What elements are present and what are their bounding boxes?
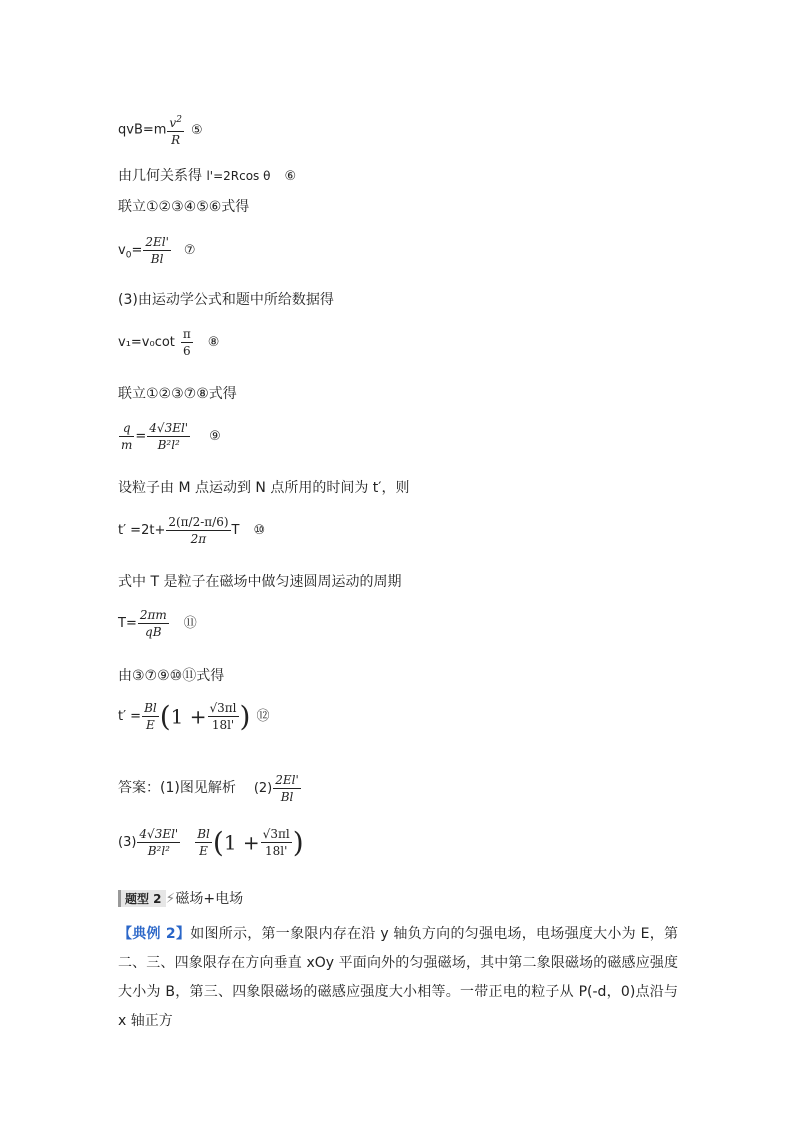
eq7-lhs-v: v bbox=[118, 243, 126, 258]
eq6-marker: ⑥ bbox=[284, 169, 297, 184]
eq9-lhs-num: q bbox=[119, 420, 134, 437]
eq12-inner-num: √3πl bbox=[209, 701, 237, 715]
eq5-den: R bbox=[171, 133, 181, 147]
eq7-fraction bbox=[143, 234, 171, 267]
period-def-text: 式中 T 是粒子在磁场中做匀速圆周运动的周期 bbox=[118, 574, 402, 590]
combine-text-1: 联立①②③④⑤⑥式得 bbox=[118, 199, 250, 215]
answer-3b-rparen: ) bbox=[292, 826, 304, 859]
eq5-num-sup: 2 bbox=[176, 115, 182, 125]
eq5-num: v bbox=[169, 116, 177, 130]
example-label: 【典例 2】 bbox=[118, 926, 191, 942]
eq7-num: 2El' bbox=[145, 235, 169, 249]
section-tag: 题型 2 bbox=[118, 890, 166, 907]
eq8-marker: ⑧ bbox=[207, 335, 220, 350]
eq9-lhs-den: m bbox=[121, 438, 133, 452]
answer-3b-one: 1 + bbox=[223, 830, 260, 855]
combine-line-1 bbox=[118, 196, 249, 216]
combine-line-2 bbox=[118, 383, 237, 403]
eq12-inner-fraction bbox=[208, 700, 239, 733]
eq11-den: qB bbox=[145, 625, 162, 639]
section-header bbox=[118, 888, 243, 908]
eq12-den: E bbox=[146, 718, 155, 732]
equation-7 bbox=[118, 234, 196, 267]
time-setup-text: 设粒子由 M 点运动到 N 点所用的时间为 t′，则 bbox=[118, 480, 410, 496]
equation-10 bbox=[118, 514, 265, 547]
eq12-rparen: ) bbox=[239, 700, 251, 733]
answer-2-num: 2El' bbox=[275, 773, 299, 787]
lightning-icon: ⚡ bbox=[165, 891, 176, 907]
eq8-lhs: v₁=v₀cot bbox=[118, 335, 175, 350]
answer-3b-inner-den: 18l' bbox=[264, 844, 288, 858]
answer-2-fraction bbox=[273, 772, 301, 805]
eq11-marker: ⑪ bbox=[183, 616, 197, 631]
answer-line-2 bbox=[118, 826, 304, 859]
answer-3-label: (3) bbox=[118, 835, 137, 850]
answer-2-label: (2) bbox=[253, 781, 273, 796]
answer-3b-fraction bbox=[195, 826, 212, 859]
eq8-fraction bbox=[181, 326, 193, 359]
eq12-inner-den: 18l' bbox=[211, 718, 235, 732]
eq8-den: 6 bbox=[183, 344, 191, 358]
time-setup-line bbox=[118, 477, 409, 497]
eq5-marker: ⑤ bbox=[190, 122, 203, 138]
eq12-lparen: ( bbox=[159, 700, 171, 733]
eq12-marker: ⑫ bbox=[256, 709, 270, 724]
equation-11 bbox=[118, 607, 197, 640]
eq5-fraction bbox=[167, 112, 184, 148]
eq11-fraction bbox=[138, 607, 169, 640]
eq9-den: B²l² bbox=[157, 438, 180, 452]
equation-12 bbox=[118, 700, 269, 733]
eq12-fraction bbox=[142, 700, 159, 733]
answer-3b-den: E bbox=[199, 844, 208, 858]
eq10-den: 2π bbox=[190, 532, 207, 546]
answer-3-num: 4√3El' bbox=[139, 827, 179, 841]
equation-8 bbox=[118, 326, 219, 359]
eq7-den: Bl bbox=[150, 252, 164, 266]
equation-5 bbox=[118, 112, 203, 148]
answer-3-fraction bbox=[137, 826, 180, 859]
eq12-one: 1 + bbox=[170, 704, 207, 729]
geometry-line bbox=[118, 165, 296, 185]
combine-text-2: 联立①②③⑦⑧式得 bbox=[118, 386, 237, 402]
answer-text: 答案：(1)图见解析 bbox=[118, 780, 236, 796]
answer-line-1 bbox=[118, 772, 302, 805]
eq9-marker: ⑨ bbox=[209, 429, 221, 444]
kinematics-text: (3)由运动学公式和题中所给数据得 bbox=[118, 292, 334, 308]
combine-text-3: 由③⑦⑨⑩⑪式得 bbox=[118, 668, 225, 684]
eq7-equals: = bbox=[131, 243, 143, 258]
eq5-lhs: qvB=m bbox=[118, 122, 167, 138]
eq9-equals: = bbox=[135, 429, 147, 444]
eq10-T: T bbox=[231, 523, 240, 538]
eq10-num: 2(π/2-π/6) bbox=[168, 515, 229, 529]
eq9-num: 4√3El' bbox=[149, 421, 189, 435]
combine-line-3 bbox=[118, 665, 224, 685]
example-text: 如图所示，第一象限内存在沿 y 轴负方向的匀强电场，电场强度大小为 E，第二、三、四象限存在方向垂直 xOy 平面向外的匀强磁场，其中第二象限磁场的磁感应强度大小为 B，第三、四象限磁场的磁感应强度大小相等。一带正电的粒子从 P(-d，0)点沿与 x 轴正方 bbox=[118, 926, 678, 1029]
eq7-lhs-sub: 0 bbox=[125, 250, 132, 261]
kinematics-line bbox=[118, 289, 334, 309]
equation-9 bbox=[118, 420, 221, 453]
eq11-num: 2πm bbox=[139, 608, 167, 622]
eq12-num: Bl bbox=[144, 701, 157, 715]
geometry-eq: l'=2Rcos θ bbox=[206, 169, 271, 183]
example-paragraph bbox=[118, 920, 678, 1036]
geometry-text: 由几何关系得 bbox=[118, 168, 207, 184]
answer-3b-inner-fraction bbox=[261, 826, 292, 859]
eq9-fraction bbox=[147, 420, 190, 453]
eq10-lhs: t′ =2t+ bbox=[118, 523, 166, 538]
period-def-line bbox=[118, 571, 401, 591]
answer-3-den: B²l² bbox=[147, 844, 170, 858]
eq10-fraction bbox=[166, 514, 230, 547]
eq12-lhs: t′ = bbox=[118, 709, 142, 724]
eq8-num: π bbox=[182, 327, 191, 341]
answer-3b-num: Bl bbox=[197, 827, 210, 841]
eq7-marker: ⑦ bbox=[183, 243, 196, 258]
eq11-lhs: T= bbox=[118, 616, 137, 631]
eq9-lhs-fraction bbox=[119, 420, 134, 453]
answer-3b-lparen: ( bbox=[212, 826, 224, 859]
section-title: 磁场+电场 bbox=[175, 891, 244, 907]
eq10-marker: ⑩ bbox=[253, 523, 266, 538]
answer-3b-inner-num: √3πl bbox=[262, 827, 290, 841]
answer-2-den: Bl bbox=[280, 790, 294, 804]
